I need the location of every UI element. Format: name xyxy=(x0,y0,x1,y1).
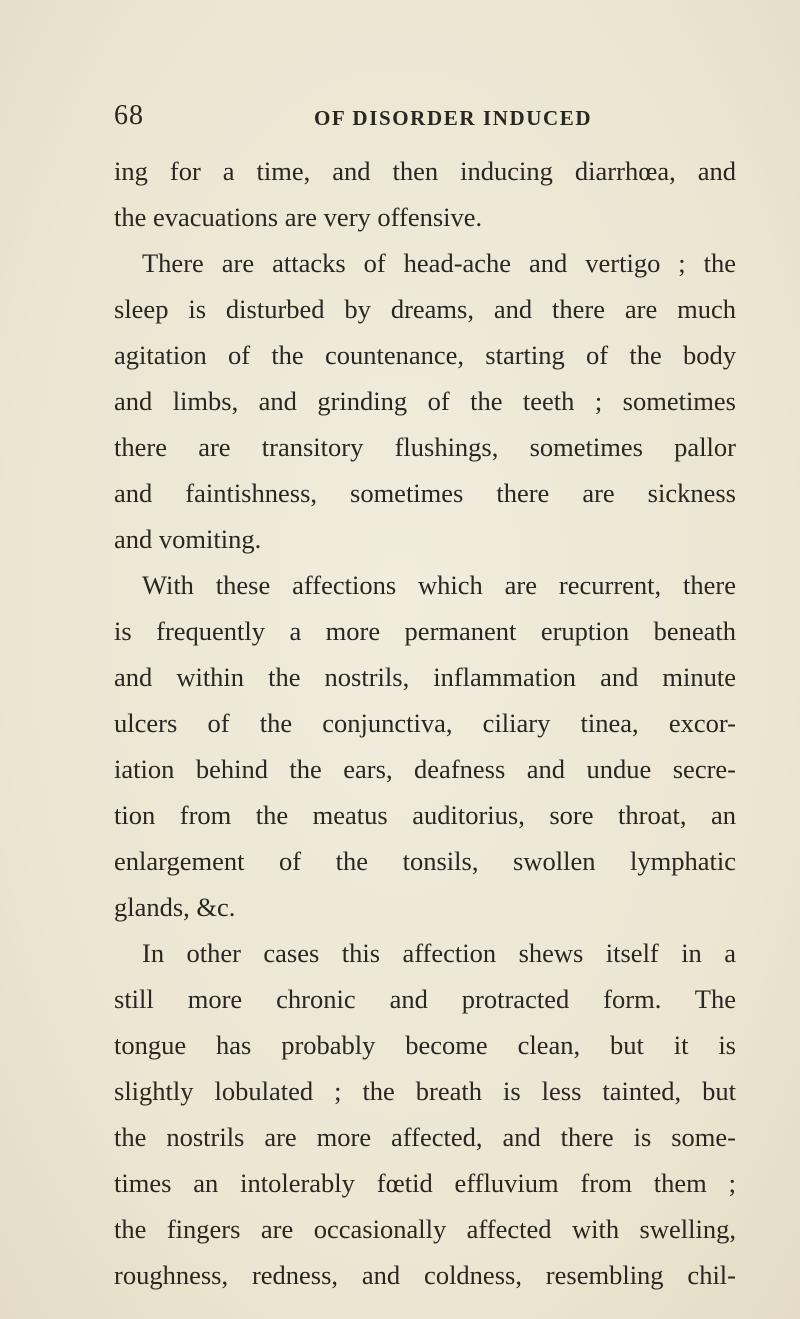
text-line: roughness, redness, and coldness, resembling chil- xyxy=(114,1260,736,1290)
text-line: slightly lobulated ; the breath is less tainted, but xyxy=(114,1076,736,1106)
body-text xyxy=(114,148,736,1298)
paragraph-start-line: In other cases this affection shews itself in a xyxy=(142,938,736,968)
text-line: the fingers are occasionally affected with swelling, xyxy=(114,1214,736,1244)
text-line: and limbs, and grinding of the teeth ; sometimes xyxy=(114,386,736,416)
page-header xyxy=(114,98,714,134)
text-line: tion from the meatus auditorius, sore throat, an xyxy=(114,800,736,830)
text-line: enlargement of the tonsils, swollen lymphatic xyxy=(114,846,736,876)
text-line: glands, &c. xyxy=(114,892,236,922)
running-head: OF DISORDER INDUCED xyxy=(314,106,593,130)
text-line: there are transitory flushings, sometimes pallor xyxy=(114,432,736,462)
text-line: the evacuations are very offensive. xyxy=(114,202,483,232)
paragraph-start-line: There are attacks of head-ache and vertigo ; the xyxy=(142,248,736,278)
text-line: and within the nostrils, inflammation and minute xyxy=(114,662,736,692)
text-line: agitation of the countenance, starting of the body xyxy=(114,340,736,370)
text-line: ulcers of the conjunctiva, ciliary tinea, excor- xyxy=(114,708,736,738)
paragraph-start-line: With these affections which are recurrent, there xyxy=(142,570,736,600)
text-line: and faintishness, sometimes there are sickness xyxy=(114,478,736,508)
text-line: still more chronic and protracted form. The xyxy=(114,984,736,1014)
text-line: is frequently a more permanent eruption beneath xyxy=(114,616,736,646)
text-line: tongue has probably become clean, but it is xyxy=(114,1030,736,1060)
page-number: 68 xyxy=(114,100,144,131)
text-line: times an intolerably fœtid effluvium from them ; xyxy=(114,1168,736,1198)
text-line: iation behind the ears, deafness and undue secre- xyxy=(114,754,736,784)
text-line: and vomiting. xyxy=(114,524,262,554)
text-line: the nostrils are more affected, and there is some- xyxy=(114,1122,736,1152)
text-line: sleep is disturbed by dreams, and there are much xyxy=(114,294,736,324)
text-line: ing for a time, and then inducing diarrhœa, and xyxy=(114,156,736,186)
